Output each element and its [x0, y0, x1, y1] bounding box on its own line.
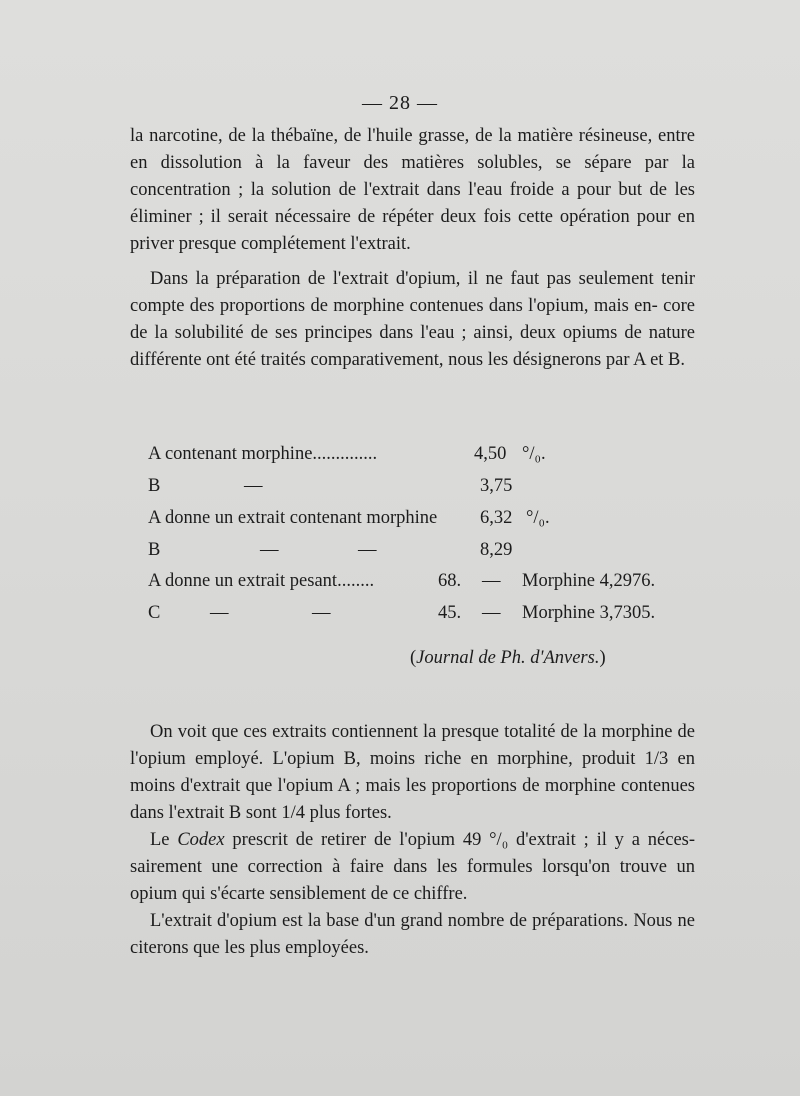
- row-label: A contenant morphine..............: [148, 444, 378, 464]
- row-unit: °/₀.: [522, 444, 546, 464]
- row-dash: —: [260, 540, 279, 560]
- row-label: B: [148, 476, 161, 496]
- paragraph-1: [130, 123, 695, 258]
- row-morphine: Morphine 4,2976.: [522, 571, 656, 591]
- text-line: éliminer ; il serait nécessaire de répéter deux fois cette opération pour en: [130, 207, 695, 227]
- row-dash: —: [210, 603, 229, 623]
- text-line: priver presque complétement l'extrait.: [130, 234, 411, 254]
- paragraph-4: [130, 827, 695, 908]
- text-fragment: Le: [150, 830, 178, 850]
- row-value: 8,29: [480, 540, 513, 560]
- text-line: 1/3 en moins d'extrait que l'opium A ; mais les proportions de morphine: [130, 749, 696, 796]
- row-label: C: [148, 603, 161, 623]
- paragraph-preparation: [130, 266, 695, 374]
- paragraph-continuation: [130, 123, 695, 258]
- row-label: A donne un extrait contenant morphine: [148, 508, 438, 528]
- row-separator: —: [482, 603, 501, 623]
- row-dash: —: [358, 540, 377, 560]
- text-line: L'extrait d'opium est la base d'un grand nombre de préparations.: [150, 911, 629, 931]
- text-line: nature différente ont été traités comparativement, nous les désignerons: [130, 323, 695, 370]
- text-line: compte des proportions de morphine contenues dans l'opium, mais en-: [130, 296, 658, 316]
- row-value: 45.: [438, 603, 462, 623]
- paragraph-5: [130, 908, 695, 962]
- citation-journal: Journal de Ph. d'Anvers.: [416, 648, 600, 668]
- text-line: On voit que ces extraits contiennent la presque totalité de la morphine: [150, 722, 673, 742]
- text-line: sairement une correction à faire dans les formules lorsqu'on trouve un: [130, 857, 695, 877]
- page-number: — 28 —: [362, 92, 438, 114]
- text-line: par A et B.: [605, 350, 686, 370]
- row-value: 68.: [438, 571, 462, 591]
- row-value: 4,50: [474, 444, 507, 464]
- text-fragment: prescrit de retirer de l'opium 49 °/₀ d'extrait ; il y a néces-: [224, 830, 696, 850]
- codex-reference: Codex: [177, 830, 225, 850]
- row-dash: —: [312, 603, 331, 623]
- citation-close: ): [599, 648, 606, 668]
- row-value: 6,32: [480, 508, 513, 528]
- text-line: opium qui s'écarte sensiblement de ce chiffre.: [130, 884, 468, 904]
- text-line: concentration ; la solution de l'extrait dans l'eau froide a pour but de les: [130, 180, 695, 200]
- text-line: entre en dissolution à la faveur des matières solubles, se sépare par la: [130, 126, 696, 173]
- paragraphs-conclusion: [130, 719, 695, 962]
- row-morphine: Morphine 3,7305.: [522, 603, 656, 623]
- text-line: de l'opium employé. L'opium B, moins riche en morphine, produit: [130, 722, 695, 769]
- row-label: A donne un extrait pesant........: [148, 571, 375, 591]
- paragraph-2: [130, 266, 695, 374]
- row-unit: °/₀.: [526, 508, 550, 528]
- paragraph-3: [130, 719, 695, 827]
- text-line: Dans la préparation de l'extrait d'opium, il ne faut pas seulement tenir: [150, 269, 695, 289]
- source-citation: [410, 648, 606, 669]
- text-line: Nous ne citerons que les plus employées.: [130, 911, 695, 958]
- text-line: la narcotine, de la thébaïne, de l'huile grasse, de la matière résineuse,: [130, 126, 653, 146]
- text-line: contenues dans l'extrait B sont 1/4 plus fortes.: [130, 776, 695, 823]
- text-line: core de la solubilité de ses principes dans l'eau ; ainsi, deux opiums de: [130, 296, 695, 343]
- row-separator: —: [482, 571, 501, 591]
- row-value: 3,75: [480, 476, 513, 496]
- row-dash: —: [244, 476, 263, 496]
- citation-open: (: [410, 648, 417, 668]
- row-label: B: [148, 540, 161, 560]
